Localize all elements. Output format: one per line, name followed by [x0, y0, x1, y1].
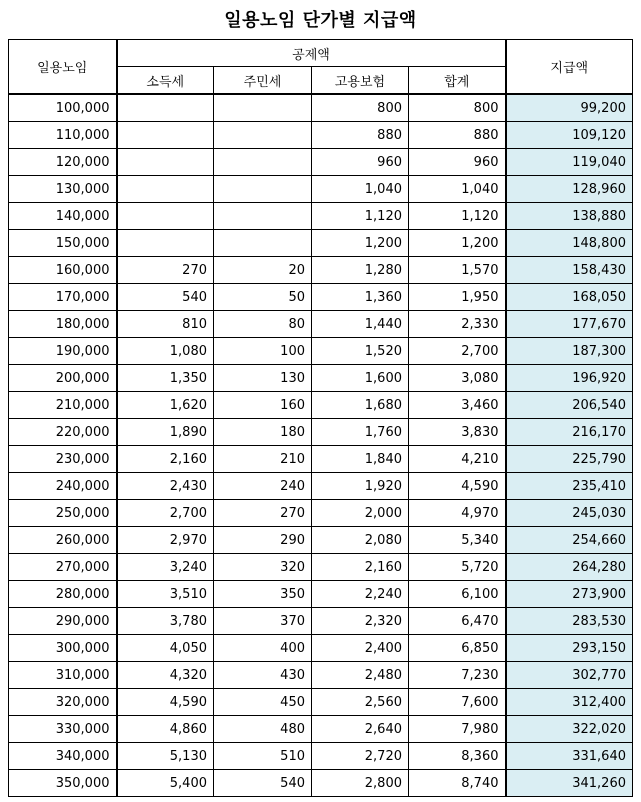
table-row	[9, 94, 633, 122]
cell-resident-tax[interactable]: 50	[214, 284, 312, 311]
cell-resident-tax[interactable]: 80	[214, 311, 312, 338]
cell-payment[interactable]: 206,540	[506, 392, 633, 419]
cell-wage[interactable]: 330,000	[9, 716, 117, 743]
cell-employment-insurance[interactable]: 1,840	[312, 446, 409, 473]
cell-employment-insurance[interactable]: 880	[312, 122, 409, 149]
cell-total[interactable]: 3,080	[409, 365, 506, 392]
cell-income-tax[interactable]: 3,510	[117, 581, 214, 608]
cell-wage[interactable]: 130,000	[9, 176, 117, 203]
cell-payment[interactable]: 109,120	[506, 122, 633, 149]
cell-wage[interactable]: 110,000	[9, 122, 117, 149]
table-row	[9, 689, 633, 716]
cell-income-tax[interactable]: 1,620	[117, 392, 214, 419]
cell-wage[interactable]: 290,000	[9, 608, 117, 635]
cell-total[interactable]: 1,120	[409, 203, 506, 230]
cell-payment[interactable]: 168,050	[506, 284, 633, 311]
cell-total[interactable]: 960	[409, 149, 506, 176]
table-row	[9, 635, 633, 662]
cell-total[interactable]: 4,590	[409, 473, 506, 500]
cell-total[interactable]: 880	[409, 122, 506, 149]
cell-total[interactable]: 800	[409, 94, 506, 122]
cell-wage[interactable]: 260,000	[9, 527, 117, 554]
cell-employment-insurance[interactable]: 1,360	[312, 284, 409, 311]
cell-payment[interactable]: 302,770	[506, 662, 633, 689]
cell-payment[interactable]: 119,040	[506, 149, 633, 176]
wage-table	[8, 39, 633, 797]
cell-wage[interactable]: 170,000	[9, 284, 117, 311]
cell-payment[interactable]: 264,280	[506, 554, 633, 581]
cell-income-tax[interactable]: 4,590	[117, 689, 214, 716]
cell-payment[interactable]: 158,430	[506, 257, 633, 284]
header-employment-insurance: 고용보험	[312, 67, 409, 95]
cell-wage[interactable]: 300,000	[9, 635, 117, 662]
cell-resident-tax[interactable]: 350	[214, 581, 312, 608]
cell-resident-tax[interactable]	[214, 149, 312, 176]
cell-employment-insurance[interactable]: 2,800	[312, 770, 409, 797]
cell-payment[interactable]: 177,670	[506, 311, 633, 338]
cell-total[interactable]: 4,970	[409, 500, 506, 527]
cell-payment[interactable]: 225,790	[506, 446, 633, 473]
cell-resident-tax[interactable]: 270	[214, 500, 312, 527]
cell-employment-insurance[interactable]: 2,240	[312, 581, 409, 608]
table-row	[9, 149, 633, 176]
cell-wage[interactable]: 240,000	[9, 473, 117, 500]
cell-payment[interactable]: 99,200	[506, 94, 633, 122]
cell-resident-tax[interactable]: 20	[214, 257, 312, 284]
cell-resident-tax[interactable]: 540	[214, 770, 312, 797]
cell-wage[interactable]: 140,000	[9, 203, 117, 230]
cell-income-tax[interactable]	[117, 122, 214, 149]
cell-income-tax[interactable]	[117, 149, 214, 176]
cell-employment-insurance[interactable]: 1,040	[312, 176, 409, 203]
cell-income-tax[interactable]: 2,700	[117, 500, 214, 527]
table-row	[9, 365, 633, 392]
cell-employment-insurance[interactable]: 1,200	[312, 230, 409, 257]
cell-resident-tax[interactable]: 130	[214, 365, 312, 392]
cell-payment[interactable]: 331,640	[506, 743, 633, 770]
cell-resident-tax[interactable]: 480	[214, 716, 312, 743]
cell-total[interactable]: 2,700	[409, 338, 506, 365]
table-row	[9, 770, 633, 797]
table-row	[9, 716, 633, 743]
cell-employment-insurance[interactable]: 2,080	[312, 527, 409, 554]
cell-resident-tax[interactable]: 370	[214, 608, 312, 635]
cell-resident-tax[interactable]: 160	[214, 392, 312, 419]
cell-resident-tax[interactable]	[214, 176, 312, 203]
cell-total[interactable]: 8,360	[409, 743, 506, 770]
cell-total[interactable]: 2,330	[409, 311, 506, 338]
table-body	[9, 94, 633, 797]
cell-employment-insurance[interactable]: 2,640	[312, 716, 409, 743]
page-title: 일용노임 단가별 지급액	[224, 10, 417, 31]
cell-employment-insurance[interactable]: 1,520	[312, 338, 409, 365]
cell-total[interactable]: 1,200	[409, 230, 506, 257]
cell-income-tax[interactable]: 3,240	[117, 554, 214, 581]
header-wage: 일용노임	[9, 40, 117, 95]
cell-resident-tax[interactable]: 450	[214, 689, 312, 716]
cell-employment-insurance[interactable]: 1,280	[312, 257, 409, 284]
cell-payment[interactable]: 322,020	[506, 716, 633, 743]
cell-resident-tax[interactable]: 320	[214, 554, 312, 581]
cell-income-tax[interactable]: 1,080	[117, 338, 214, 365]
cell-income-tax[interactable]	[117, 230, 214, 257]
cell-wage[interactable]: 160,000	[9, 257, 117, 284]
cell-resident-tax[interactable]	[214, 230, 312, 257]
cell-resident-tax[interactable]: 400	[214, 635, 312, 662]
cell-payment[interactable]: 216,170	[506, 419, 633, 446]
cell-employment-insurance[interactable]: 1,920	[312, 473, 409, 500]
header-total: 합계	[409, 67, 506, 95]
table-row	[9, 662, 633, 689]
cell-employment-insurance[interactable]: 2,160	[312, 554, 409, 581]
cell-resident-tax[interactable]: 180	[214, 419, 312, 446]
cell-employment-insurance[interactable]: 2,320	[312, 608, 409, 635]
cell-resident-tax[interactable]: 510	[214, 743, 312, 770]
table-row	[9, 419, 633, 446]
cell-employment-insurance[interactable]: 960	[312, 149, 409, 176]
cell-resident-tax[interactable]: 210	[214, 446, 312, 473]
cell-payment[interactable]: 148,800	[506, 230, 633, 257]
cell-payment[interactable]: 283,530	[506, 608, 633, 635]
cell-total[interactable]: 1,570	[409, 257, 506, 284]
table-row	[9, 446, 633, 473]
table-row	[9, 554, 633, 581]
cell-wage[interactable]: 280,000	[9, 581, 117, 608]
header-resident-tax: 주민세	[214, 67, 312, 95]
cell-wage[interactable]: 340,000	[9, 743, 117, 770]
cell-total[interactable]: 1,040	[409, 176, 506, 203]
table-row	[9, 230, 633, 257]
cell-income-tax[interactable]: 2,160	[117, 446, 214, 473]
cell-wage[interactable]: 230,000	[9, 446, 117, 473]
cell-total[interactable]: 3,460	[409, 392, 506, 419]
cell-total[interactable]: 5,340	[409, 527, 506, 554]
cell-income-tax[interactable]: 5,400	[117, 770, 214, 797]
cell-payment[interactable]: 196,920	[506, 365, 633, 392]
cell-employment-insurance[interactable]: 1,120	[312, 203, 409, 230]
cell-payment[interactable]: 128,960	[506, 176, 633, 203]
cell-payment[interactable]: 187,300	[506, 338, 633, 365]
cell-wage[interactable]: 220,000	[9, 419, 117, 446]
cell-wage[interactable]: 100,000	[9, 94, 117, 122]
cell-resident-tax[interactable]	[214, 122, 312, 149]
table-row	[9, 203, 633, 230]
cell-employment-insurance[interactable]: 1,680	[312, 392, 409, 419]
cell-employment-insurance[interactable]: 2,000	[312, 500, 409, 527]
cell-total[interactable]: 3,830	[409, 419, 506, 446]
cell-payment[interactable]: 293,150	[506, 635, 633, 662]
cell-employment-insurance[interactable]: 2,400	[312, 635, 409, 662]
cell-wage[interactable]: 150,000	[9, 230, 117, 257]
cell-income-tax[interactable]: 3,780	[117, 608, 214, 635]
cell-total[interactable]: 5,720	[409, 554, 506, 581]
cell-total[interactable]: 7,980	[409, 716, 506, 743]
cell-total[interactable]: 4,210	[409, 446, 506, 473]
header-payment: 지급액	[506, 40, 633, 95]
table-row	[9, 257, 633, 284]
cell-income-tax[interactable]: 1,350	[117, 365, 214, 392]
cell-employment-insurance[interactable]: 2,720	[312, 743, 409, 770]
cell-income-tax[interactable]: 5,130	[117, 743, 214, 770]
cell-wage[interactable]: 200,000	[9, 365, 117, 392]
header-income-tax: 소득세	[117, 67, 214, 95]
cell-wage[interactable]: 180,000	[9, 311, 117, 338]
cell-employment-insurance[interactable]: 1,440	[312, 311, 409, 338]
cell-payment[interactable]: 273,900	[506, 581, 633, 608]
header-deduction: 공제액	[117, 40, 506, 67]
cell-employment-insurance[interactable]: 1,760	[312, 419, 409, 446]
cell-income-tax[interactable]	[117, 176, 214, 203]
cell-resident-tax[interactable]	[214, 203, 312, 230]
cell-wage[interactable]: 310,000	[9, 662, 117, 689]
cell-income-tax[interactable]: 1,890	[117, 419, 214, 446]
cell-employment-insurance[interactable]: 1,600	[312, 365, 409, 392]
cell-total[interactable]: 6,850	[409, 635, 506, 662]
cell-income-tax[interactable]: 4,050	[117, 635, 214, 662]
cell-payment[interactable]: 245,030	[506, 500, 633, 527]
cell-payment[interactable]: 235,410	[506, 473, 633, 500]
cell-resident-tax[interactable]: 290	[214, 527, 312, 554]
cell-resident-tax[interactable]	[214, 94, 312, 122]
cell-total[interactable]: 7,600	[409, 689, 506, 716]
table-row	[9, 122, 633, 149]
cell-payment[interactable]: 341,260	[506, 770, 633, 797]
cell-total[interactable]: 6,470	[409, 608, 506, 635]
cell-income-tax[interactable]: 2,970	[117, 527, 214, 554]
cell-income-tax[interactable]: 540	[117, 284, 214, 311]
cell-total[interactable]: 8,740	[409, 770, 506, 797]
table-row	[9, 608, 633, 635]
table-row	[9, 392, 633, 419]
cell-income-tax[interactable]: 810	[117, 311, 214, 338]
cell-payment[interactable]: 312,400	[506, 689, 633, 716]
cell-income-tax[interactable]	[117, 203, 214, 230]
cell-resident-tax[interactable]: 430	[214, 662, 312, 689]
table-row	[9, 338, 633, 365]
cell-wage[interactable]: 270,000	[9, 554, 117, 581]
table-row	[9, 743, 633, 770]
cell-wage[interactable]: 320,000	[9, 689, 117, 716]
cell-wage[interactable]: 190,000	[9, 338, 117, 365]
cell-employment-insurance[interactable]: 2,480	[312, 662, 409, 689]
table-row	[9, 284, 633, 311]
cell-wage[interactable]: 210,000	[9, 392, 117, 419]
cell-income-tax[interactable]: 2,430	[117, 473, 214, 500]
table-row	[9, 500, 633, 527]
cell-income-tax[interactable]: 4,320	[117, 662, 214, 689]
cell-wage[interactable]: 120,000	[9, 149, 117, 176]
cell-income-tax[interactable]: 4,860	[117, 716, 214, 743]
cell-employment-insurance[interactable]: 2,560	[312, 689, 409, 716]
cell-resident-tax[interactable]: 100	[214, 338, 312, 365]
cell-wage[interactable]: 350,000	[9, 770, 117, 797]
cell-total[interactable]: 6,100	[409, 581, 506, 608]
table-row	[9, 311, 633, 338]
cell-total[interactable]: 7,230	[409, 662, 506, 689]
table-row	[9, 473, 633, 500]
cell-total[interactable]: 1,950	[409, 284, 506, 311]
cell-wage[interactable]: 250,000	[9, 500, 117, 527]
cell-income-tax[interactable]: 270	[117, 257, 214, 284]
table-row	[9, 527, 633, 554]
cell-resident-tax[interactable]: 240	[214, 473, 312, 500]
table-row	[9, 581, 633, 608]
cell-income-tax[interactable]	[117, 94, 214, 122]
cell-payment[interactable]: 254,660	[506, 527, 633, 554]
table-row	[9, 176, 633, 203]
cell-employment-insurance[interactable]: 800	[312, 94, 409, 122]
cell-payment[interactable]: 138,880	[506, 203, 633, 230]
